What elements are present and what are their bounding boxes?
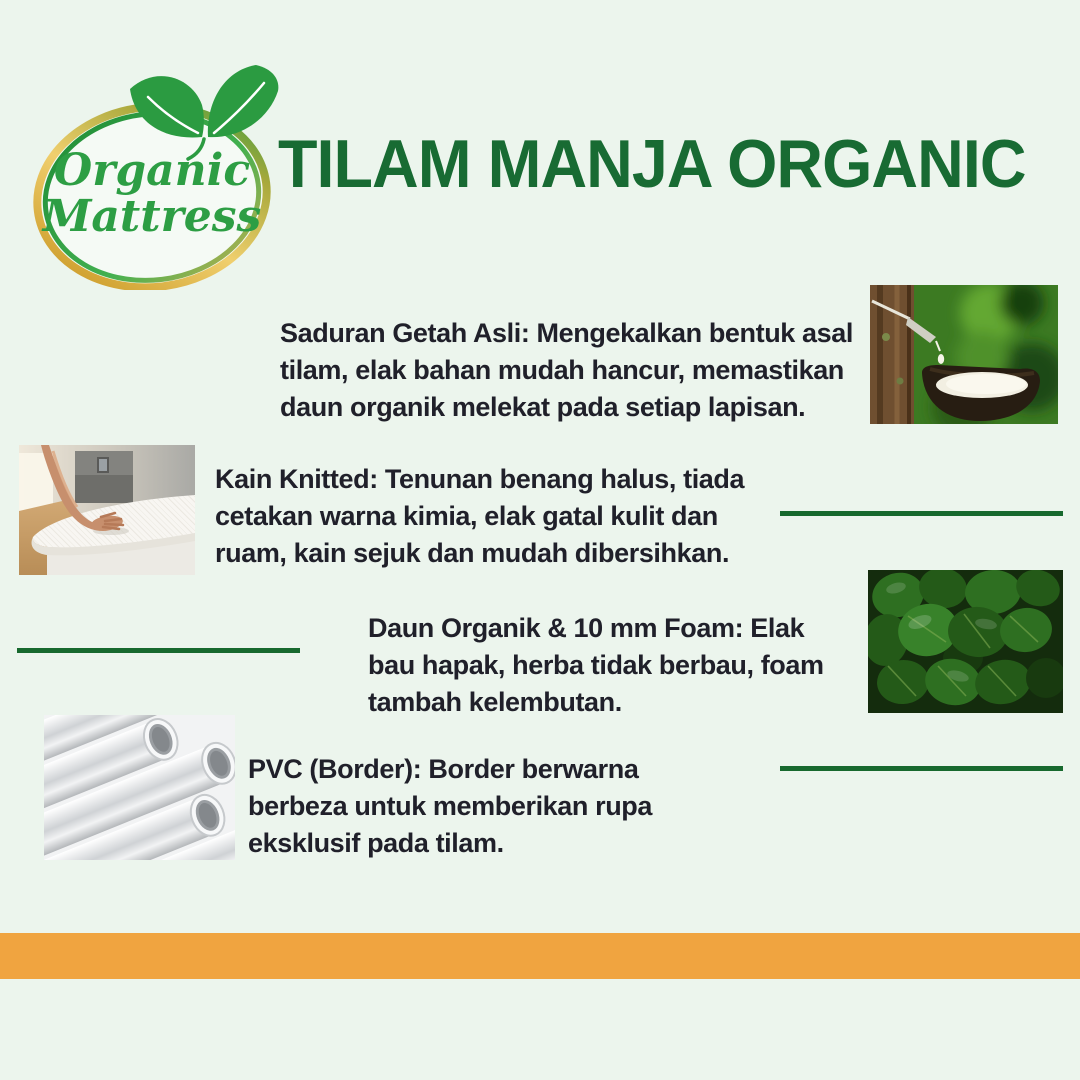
text-line: Kain Knitted: Tenunan benang halus, tiada [215, 464, 745, 494]
text-line: PVC (Border): Border berwarna [248, 754, 639, 784]
text-line: berbeza untuk memberikan rupa [248, 791, 653, 821]
footer-orange-bar [0, 933, 1080, 979]
text-line: Saduran Getah Asli: Mengekalkan bentuk asal [280, 318, 853, 348]
page-title: TILAM MANJA ORGANIC [278, 126, 1026, 202]
section-text-kain-knitted [215, 461, 744, 572]
text-line: ruam, kain sejuk dan mudah dibersihkan. [215, 538, 730, 568]
pvc-pipes-photo [44, 715, 235, 860]
section-text-saduran-getah-asli [280, 315, 853, 426]
text-line: Daun Organik & 10 mm Foam: Elak [368, 613, 805, 643]
brand-logo-graphic [30, 55, 280, 290]
text-line: eksklusif pada tilam. [248, 828, 504, 858]
text-line: bau hapak, herba tidak berbau, foam [368, 650, 824, 680]
divider-line-right-1 [780, 511, 1063, 516]
divider-line-left [17, 648, 300, 653]
text-line: tilam, elak bahan mudah hancur, memastikan [280, 355, 844, 385]
hand-on-mattress-photo [19, 445, 195, 575]
divider-line-right-2 [780, 766, 1063, 771]
section-text-daun-organik-foam [368, 610, 824, 721]
section-text-pvc-border [248, 751, 652, 862]
rubber-tapping-photo [870, 285, 1058, 424]
logo-brand-name-line1: Organic [53, 145, 251, 196]
text-line: cetakan warna kimia, elak gatal kulit dan [215, 501, 718, 531]
logo-brand-name-line2: Mattress [42, 191, 262, 242]
text-line: daun organik melekat pada setiap lapisan. [280, 392, 806, 422]
brand-logo [30, 55, 280, 290]
text-line: tambah kelembutan. [368, 687, 622, 717]
organic-leaves-photo [868, 570, 1063, 713]
